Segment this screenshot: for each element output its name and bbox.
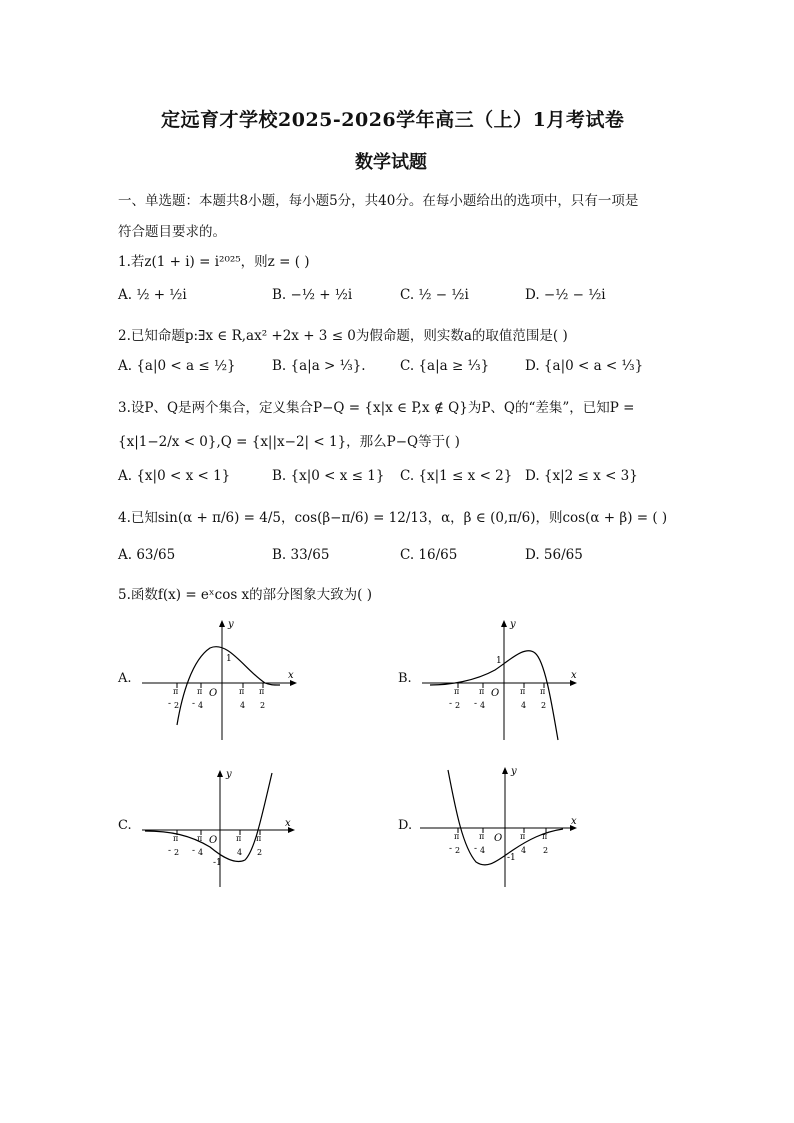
graph-d-tick3-pi: π <box>520 832 526 841</box>
graph-a-tick4-pi: π <box>259 687 265 696</box>
graph-c-tick4-den: 2 <box>257 848 263 857</box>
graph-a-one-label: 1 <box>226 654 232 664</box>
page-subtitle: 数学试题 <box>355 152 427 173</box>
graph-d-tick4-den: 2 <box>543 846 549 855</box>
graph-d-tick2-pi: π <box>479 832 485 841</box>
graph-b-tick3-den: 4 <box>521 701 527 710</box>
graph-a-tick2-den: 4 <box>198 701 204 710</box>
graph-a-tick4-den: 2 <box>260 701 266 710</box>
graph-a-tick2-pi: π <box>197 687 203 696</box>
graph-c-tick2-pi: π <box>197 834 203 843</box>
graph-a-tick3-den: 4 <box>240 701 246 710</box>
question-5-option-d[interactable]: D. <box>398 818 413 833</box>
question-3-option-d[interactable]: D. {x|2 ≤ x < 3} <box>525 468 638 484</box>
question-1-option-a[interactable]: A. ½ + ½i <box>118 287 187 303</box>
graph-b-tick2-neg: - <box>474 699 478 709</box>
graph-c-tick2-neg: - <box>192 846 196 856</box>
question-2-stem: 2.已知命题p:∃x ∈ R,ax² +2x + 3 ≤ 0为假命题，则实数a的取值范围是( ) <box>118 328 568 344</box>
graph-b-tick1-den: 2 <box>455 701 461 710</box>
graph-c-origin-label: O <box>209 835 218 846</box>
question-1-option-c[interactable]: C. ½ − ½i <box>400 287 469 303</box>
question-2-option-c[interactable]: C. {a|a ≥ ⅓} <box>400 358 490 374</box>
question-5-stem: 5.函数f(x) = eˣcos x的部分图象大致为( ) <box>118 587 372 603</box>
question-3-option-c[interactable]: C. {x|1 ≤ x < 2} <box>400 468 513 484</box>
graph-b-one-label: 1 <box>496 656 502 666</box>
question-3-option-a[interactable]: A. {x|0 < x < 1} <box>118 468 231 484</box>
graph-c[interactable] <box>140 765 300 890</box>
graph-b-x-label: x <box>571 670 577 681</box>
question-3-stem: 3.设P、Q是两个集合，定义集合P−Q = {x|x ∈ P,x ∉ Q}为P、Q的“差集”，已知P = <box>118 400 635 416</box>
graph-a-tick2-neg: - <box>192 699 196 709</box>
graph-a-tick1-pi: π <box>173 687 179 696</box>
graph-a-x-label: x <box>288 670 294 681</box>
graph-a-y-label: y <box>228 619 234 630</box>
graph-b-tick2-den: 4 <box>480 701 486 710</box>
question-1-option-b[interactable]: B. −½ + ½i <box>272 287 353 303</box>
graph-d-origin-label: O <box>494 833 503 844</box>
graph-c-x-label: x <box>285 818 291 829</box>
question-2-option-a[interactable]: A. {a|0 < a ≤ ½} <box>118 358 236 374</box>
graph-c-tick3-pi: π <box>236 834 242 843</box>
graph-d-tick1-den: 2 <box>455 846 461 855</box>
graph-d-x-label: x <box>571 816 577 827</box>
question-3-stem-line2: {x|1−2/x < 0},Q = {x||x−2| < 1}，那么P−Q等于( ) <box>118 434 460 450</box>
graph-c-y-label: y <box>226 769 232 780</box>
graph-d-tick4-pi: π <box>542 832 548 841</box>
section-instructions-line2: 符合题目要求的。 <box>118 224 226 240</box>
graph-b-tick2-pi: π <box>479 687 485 696</box>
question-4-stem: 4.已知sin(α + π/6) = 4/5，cos(β−π/6) = 12/13，α，β ∈ (0,π/6)，则cos(α + β) = ( ) <box>118 510 668 526</box>
graph-c-tick1-neg: - <box>168 846 172 856</box>
section-instructions-line1: 一、单选题：本题共8小题，每小题5分，共40分。在每小题给出的选项中，只有一项是 <box>118 193 639 209</box>
question-2-option-b[interactable]: B. {a|a > ⅓}. <box>272 358 366 374</box>
graph-b-tick1-neg: - <box>449 699 453 709</box>
graph-b-y-label: y <box>510 619 516 630</box>
question-4-option-d[interactable]: D. 56/65 <box>525 547 583 563</box>
question-4-option-b[interactable]: B. 33/65 <box>272 547 330 563</box>
question-1-stem: 1.若z(1 + i) = i²⁰²⁵，则z = ( ) <box>118 254 310 270</box>
graph-b-tick1-pi: π <box>454 687 460 696</box>
question-4-option-c[interactable]: C. 16/65 <box>400 547 458 563</box>
graph-b-origin-label: O <box>491 688 500 699</box>
graph-a-tick1-den: 2 <box>174 701 180 710</box>
graph-d-tick1-neg: - <box>449 844 453 854</box>
graph-b-tick3-pi: π <box>520 687 526 696</box>
graph-c-neg-one-label: -1 <box>213 858 222 868</box>
graph-d-tick1-pi: π <box>454 832 460 841</box>
graph-d[interactable] <box>418 762 583 890</box>
question-2-option-d[interactable]: D. {a|0 < a < ⅓} <box>525 358 644 374</box>
graph-c-tick1-pi: π <box>173 834 179 843</box>
graph-d-tick2-neg: - <box>474 844 478 854</box>
graph-a[interactable] <box>140 615 300 745</box>
graph-d-tick2-den: 4 <box>480 846 486 855</box>
graph-d-tick3-den: 4 <box>521 846 527 855</box>
question-1-option-d[interactable]: D. −½ − ½i <box>525 287 606 303</box>
graph-c-tick4-pi: π <box>256 834 262 843</box>
graph-a-origin-label: O <box>209 688 218 699</box>
question-3-option-b[interactable]: B. {x|0 < x ≤ 1} <box>272 468 385 484</box>
graph-c-tick2-den: 4 <box>198 848 204 857</box>
graph-a-tick3-pi: π <box>239 687 245 696</box>
graph-d-y-label: y <box>511 766 517 777</box>
graph-b[interactable] <box>420 615 585 745</box>
graph-b-tick4-pi: π <box>540 687 546 696</box>
question-5-option-c[interactable]: C. <box>118 818 132 833</box>
question-4-option-a[interactable]: A. 63/65 <box>118 547 176 563</box>
question-5-option-b[interactable]: B. <box>398 671 412 686</box>
graph-d-neg-one-label: -1 <box>507 853 516 863</box>
page-title: 定远育才学校2025-2026学年高三（上）1月考试卷 <box>161 109 625 131</box>
graph-a-tick1-neg: - <box>168 699 172 709</box>
graph-c-tick1-den: 2 <box>174 848 180 857</box>
graph-c-tick3-den: 4 <box>237 848 243 857</box>
graph-b-tick4-den: 2 <box>541 701 547 710</box>
question-5-option-a[interactable]: A. <box>118 671 132 686</box>
